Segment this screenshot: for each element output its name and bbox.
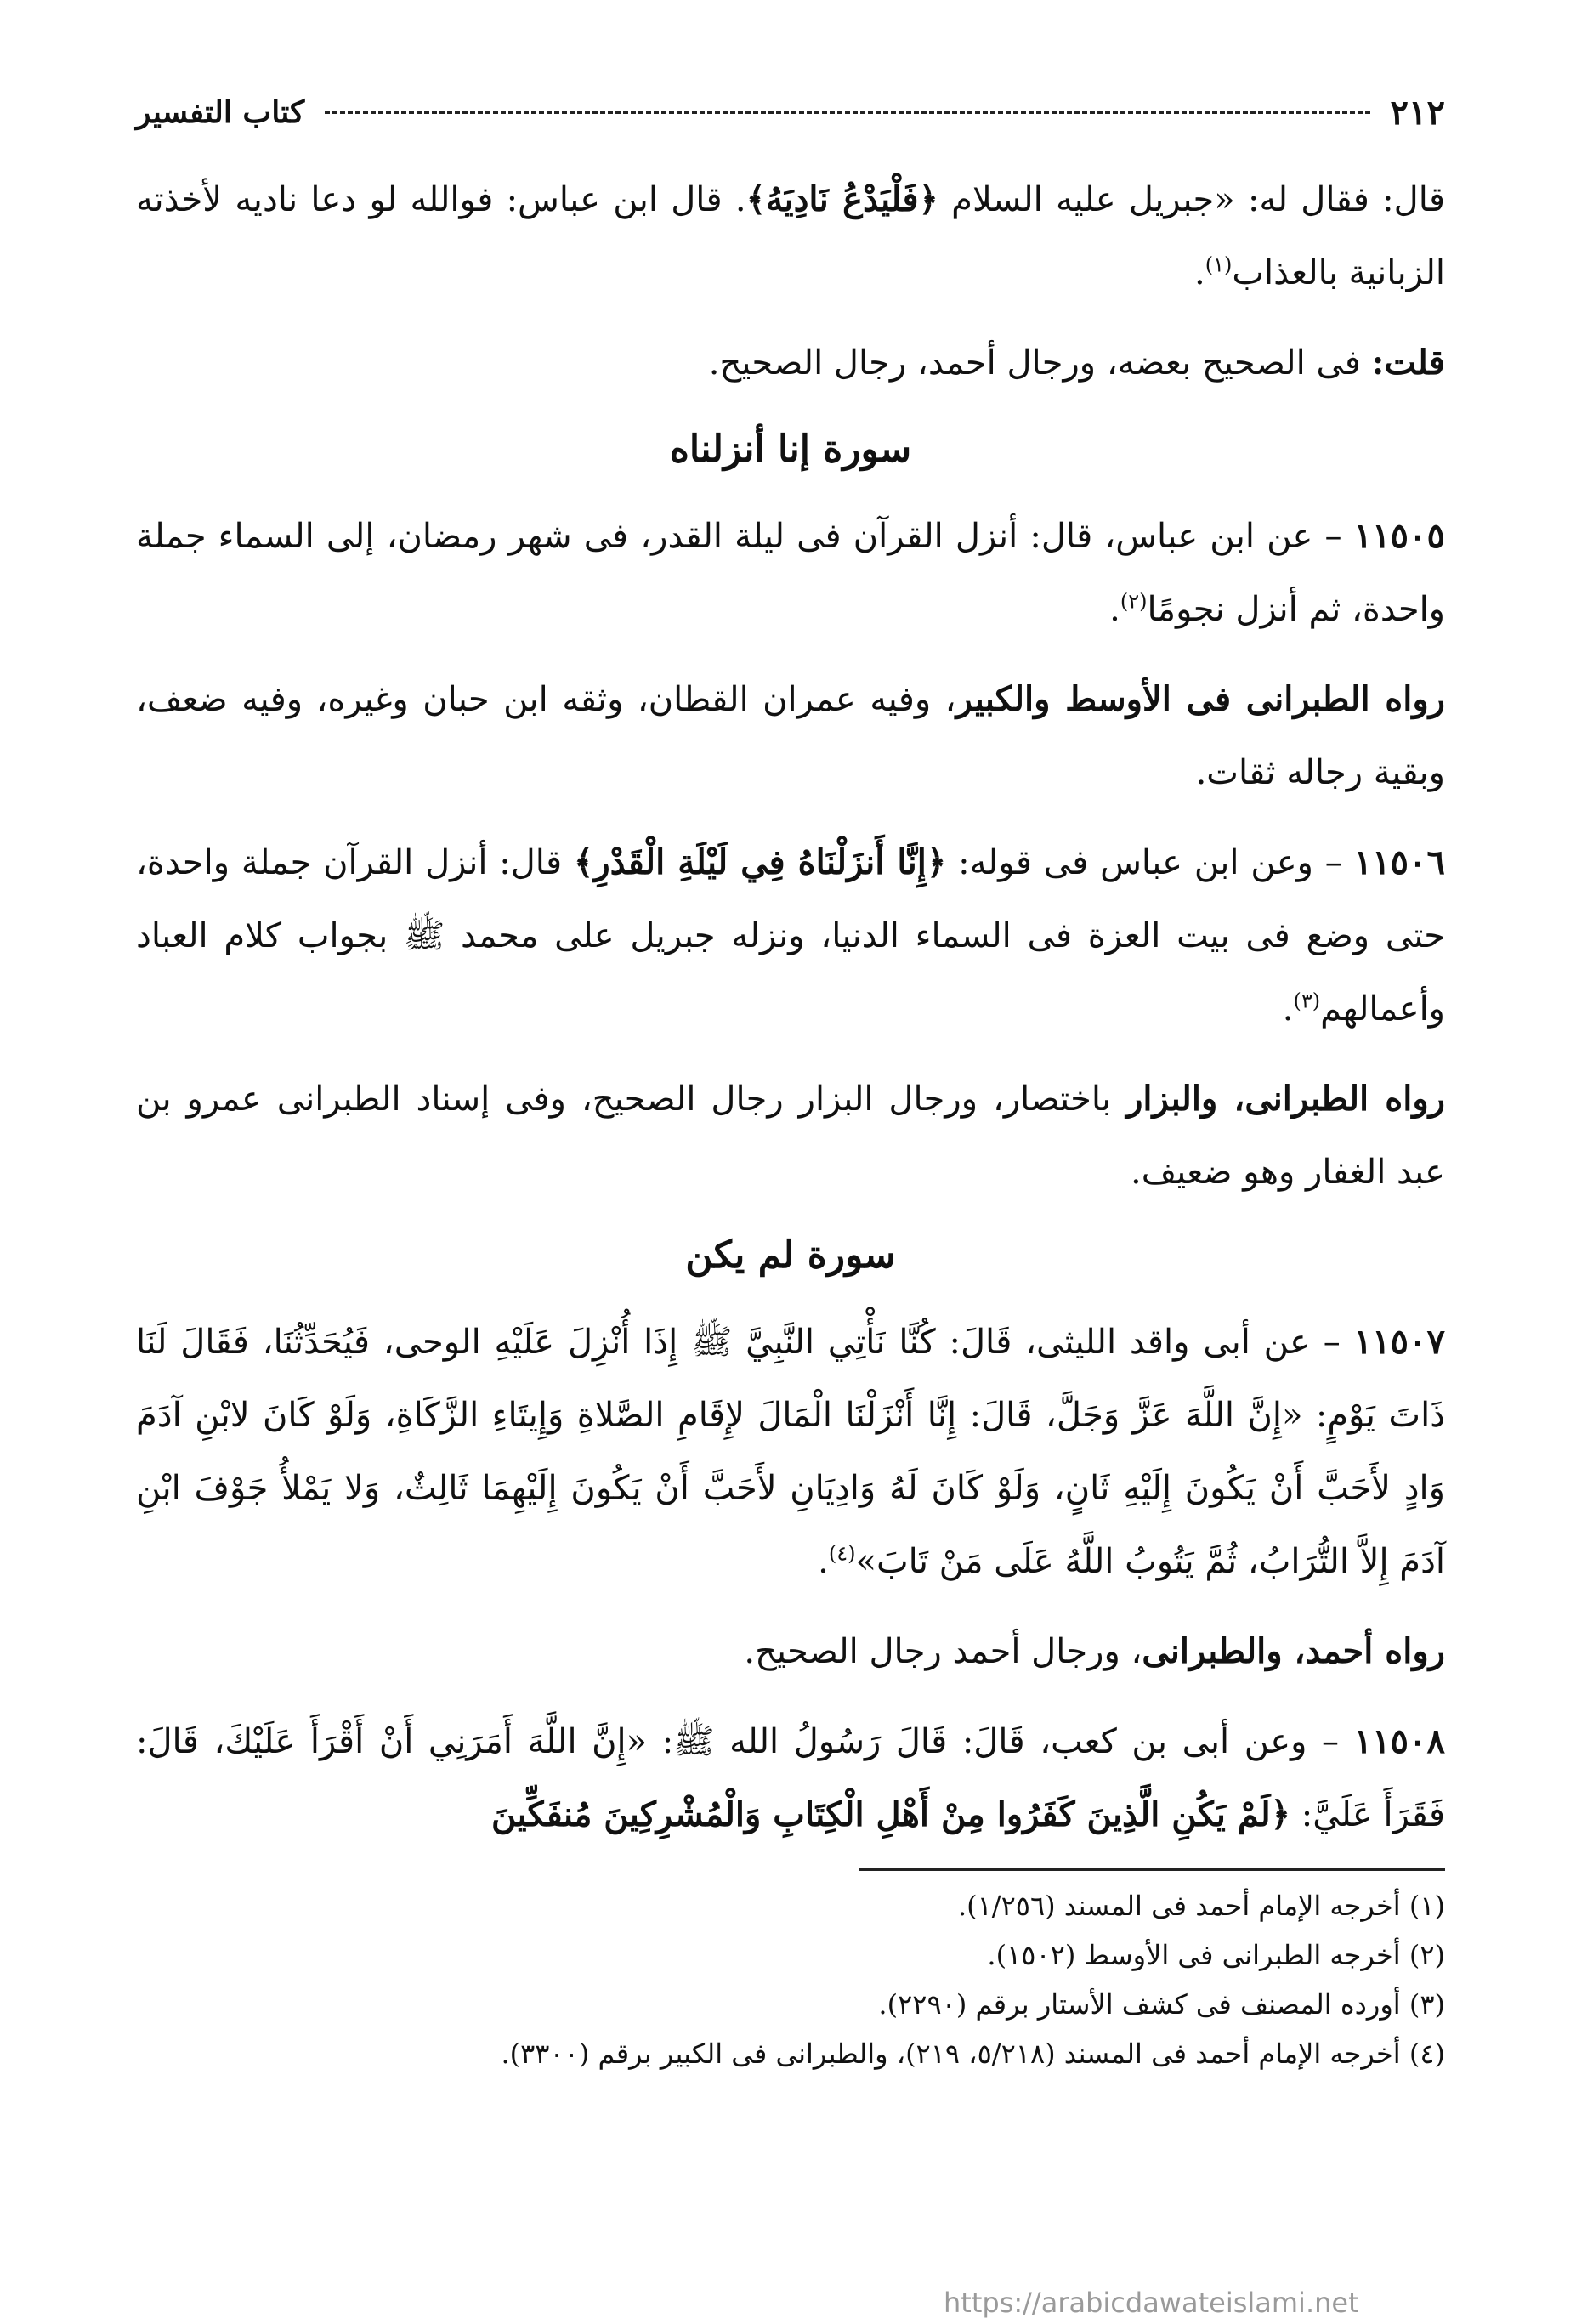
text: قال: فقال له: «جبريل عليه السلام bbox=[938, 180, 1446, 219]
footnote-ref: (١) bbox=[1205, 252, 1233, 277]
text: فى الصحيح بعضه، ورجال أحمد، رجال الصحيح. bbox=[708, 343, 1372, 383]
narration-11505 bbox=[136, 663, 1445, 809]
hadith-11507 bbox=[136, 1306, 1445, 1598]
author-note bbox=[136, 326, 1445, 400]
book-title: كتاب التفسير bbox=[136, 94, 305, 130]
surah-heading: سورة لم يكن bbox=[685, 1233, 896, 1277]
quran-verse: ﴿فَلْيَدْعُ نَادِيَهُ﴾ bbox=[745, 179, 938, 219]
hadith-11508 bbox=[136, 1705, 1445, 1851]
page-header bbox=[136, 85, 1445, 139]
footnote: (٤) أخرجه الإمام أحمد فى المسند (٥/٢١٨، ٢١٩)، والطبرانى فى الكبير برقم (٣٣٠٠). bbox=[501, 2038, 1445, 2070]
text: – وعن أبى بن كعب، قَالَ: قَالَ رَسُولُ الله ﷺ: «إِنَّ اللَّهَ أَمَرَنِي أَنْ أَقْرَأَ عَلَيْكَ، قَالَ: فَقَرَأَ عَلَيَّ: bbox=[136, 1722, 1445, 1834]
paragraph-continuation bbox=[136, 163, 1445, 309]
hadith-text: – عن ابن عباس، قال: أنزل القرآن فى ليلة القدر، فى شهر رمضان، إلى السماء جملة واحدة، ثم أنزل نجومًا bbox=[136, 517, 1445, 629]
text: قال: أنزل القرآن جملة واحدة، حتى وضع فى بيت العزة فى السماء الدنيا، ونزله جبريل على محمد ﷺ بجواب كلام العباد وأعمالهم bbox=[136, 843, 1445, 1029]
page-number: ٢١٢ bbox=[1390, 92, 1445, 133]
site-watermark: https://arabicdawateislami.net bbox=[944, 2287, 1359, 2319]
text: ، وفيه عمران القطان، وثقه ابن حبان وغيره، وفيه ضعف، وبقية رجاله ثقات. bbox=[136, 680, 1445, 792]
quran-verse: ﴿لَمْ يَكُنِ الَّذِينَ كَفَرُوا مِنْ أَهْلِ الْكِتَابِ وَالْمُشْرِكِينَ مُنفَكِّينَ bbox=[491, 1794, 1291, 1834]
text: . bbox=[1109, 590, 1120, 629]
footnote: (٣) أورده المصنف فى كشف الأستار برقم (٢٢٩٠). bbox=[878, 1988, 1445, 2021]
text: – وعن ابن عباس فى قوله: bbox=[946, 843, 1354, 882]
text: . قال ابن عباس: فوالله لو دعا ناديه لأخذته الزبانية بالعذاب bbox=[136, 180, 1445, 292]
narration-11506 bbox=[136, 1063, 1445, 1209]
header-dashed-rule bbox=[325, 111, 1369, 114]
footnote: (٢) أخرجه الطبرانى فى الأوسط (١٥٠٢). bbox=[987, 1939, 1445, 1971]
narration-lead: رواه الطبرانى، والبزار bbox=[1126, 1079, 1445, 1119]
footnote-ref: (٣) bbox=[1293, 989, 1321, 1013]
text: باختصار، ورجال البزار رجال الصحيح، وفى إسناد الطبرانى عمرو بن عبد الغفار وهو ضعيف. bbox=[136, 1080, 1445, 1192]
hadith-11505 bbox=[136, 500, 1445, 646]
quran-verse: ﴿إِنَّا أَنزَلْنَاهُ فِي لَيْلَةِ الْقَدْرِ﴾ bbox=[573, 842, 947, 882]
text: . bbox=[818, 1542, 829, 1581]
note-lead: قلت: bbox=[1371, 343, 1445, 383]
surah-heading: سورة إنا أنزلناه bbox=[669, 428, 912, 471]
footnote-ref: (٢) bbox=[1120, 589, 1148, 614]
hadith-text: – عن أبى واقد الليثى، قَالَ: كُنَّا نَأْتِي النَّبِيَّ ﷺ إِذَا أُنْزِلَ عَلَيْهِ الوحى، فَيُحَدِّثُنَا، فَقَالَ لَنَا ذَاتَ يَوْمٍ: «إِنَّ اللَّهَ عَزَّ وَجَلَّ، قَالَ: إِنَّا أَنْزَلْنَا الْمَالَ لإِقَامِ الصَّلاةِ وَإِيتَاءِ الزَّكَاةِ، وَلَوْ كَانَ لابْنِ آدَمَ وَادٍ لأَحَبَّ أَنْ يَكُونَ إِلَيْهِ ثَانٍ، وَلَوْ كَانَ لَهُ وَادِيَانِ لأَحَبَّ أَنْ يَكُونَ إِلَيْهِمَا ثَالِثٌ، وَلا يَمْلأُ جَوْفَ ابْنِ آدَمَ إِلاَّ التُّرَابُ، ثُمَّ يَتُوبُ اللَّهُ عَلَى مَنْ تَابَ» bbox=[136, 1323, 1446, 1581]
text: ، ورجال أحمد رجال الصحيح. bbox=[744, 1632, 1142, 1671]
text: . bbox=[1282, 989, 1294, 1029]
hadith-number: ١١٥٠٦ bbox=[1353, 842, 1445, 882]
narration-lead: رواه أحمد، والطبرانى bbox=[1142, 1631, 1445, 1671]
hadith-11506 bbox=[136, 826, 1445, 1046]
hadith-number: ١١٥٠٨ bbox=[1353, 1721, 1445, 1761]
hadith-number: ١١٥٠٥ bbox=[1353, 516, 1445, 556]
footnote: (١) أخرجه الإمام أحمد فى المسند (١/٢٥٦). bbox=[957, 1890, 1445, 1922]
narration-11507 bbox=[136, 1615, 1445, 1688]
narration-lead: رواه الطبرانى فى الأوسط والكبير bbox=[955, 679, 1445, 719]
footnote-divider bbox=[859, 1868, 1445, 1871]
book-page bbox=[136, 85, 1445, 2078]
text: . bbox=[1194, 253, 1205, 292]
footnote-ref: (٤) bbox=[828, 1541, 856, 1566]
hadith-number: ١١٥٠٧ bbox=[1353, 1322, 1445, 1362]
